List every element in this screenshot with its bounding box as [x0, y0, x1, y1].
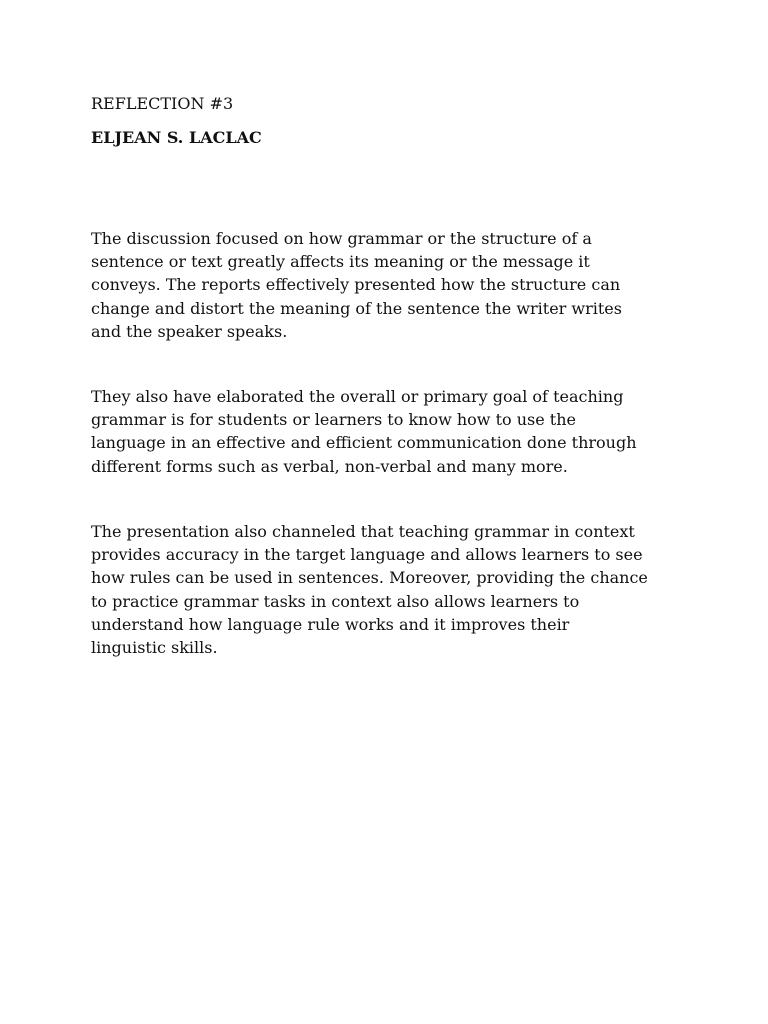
- paragraph-line: how rules can be used in sentences. Moreover, providing the chance: [91, 568, 648, 588]
- paragraph-line: and the speaker speaks.: [91, 321, 288, 341]
- paragraph-line: linguistic skills.: [91, 638, 218, 658]
- paragraph-line: different forms such as verbal, non-verbal and many more.: [91, 456, 568, 476]
- paragraph-line: understand how language rule works and it improves their: [91, 614, 570, 634]
- paragraph-1: [91, 227, 691, 343]
- paragraph-line: The discussion focused on how grammar or the structure of a: [91, 229, 592, 248]
- paragraph-line: sentence or text greatly affects its meaning or the message it: [91, 252, 590, 272]
- paragraph-line: provides accuracy in the target language and allows learners to see: [91, 545, 643, 565]
- paragraph-line: language in an effective and efficient communication done through: [91, 433, 637, 453]
- paragraph-line: The presentation also channeled that teaching grammar in context: [91, 522, 635, 541]
- document-title: REFLECTION #3: [91, 94, 234, 113]
- paragraph-3: [91, 520, 691, 659]
- paragraph-line: change and distort the meaning of the sentence the writer writes: [91, 298, 622, 318]
- paragraph-line: to practice grammar tasks in context also allows learners to: [91, 591, 580, 611]
- paragraph-line: grammar is for students or learners to know how to use the: [91, 410, 576, 430]
- document-author: ELJEAN S. LACLAC: [91, 128, 262, 147]
- paragraph-line: They also have elaborated the overall or primary goal of teaching: [91, 387, 624, 406]
- paragraph-line: conveys. The reports effectively presented how the structure can: [91, 275, 621, 295]
- paragraph-2: [91, 385, 691, 478]
